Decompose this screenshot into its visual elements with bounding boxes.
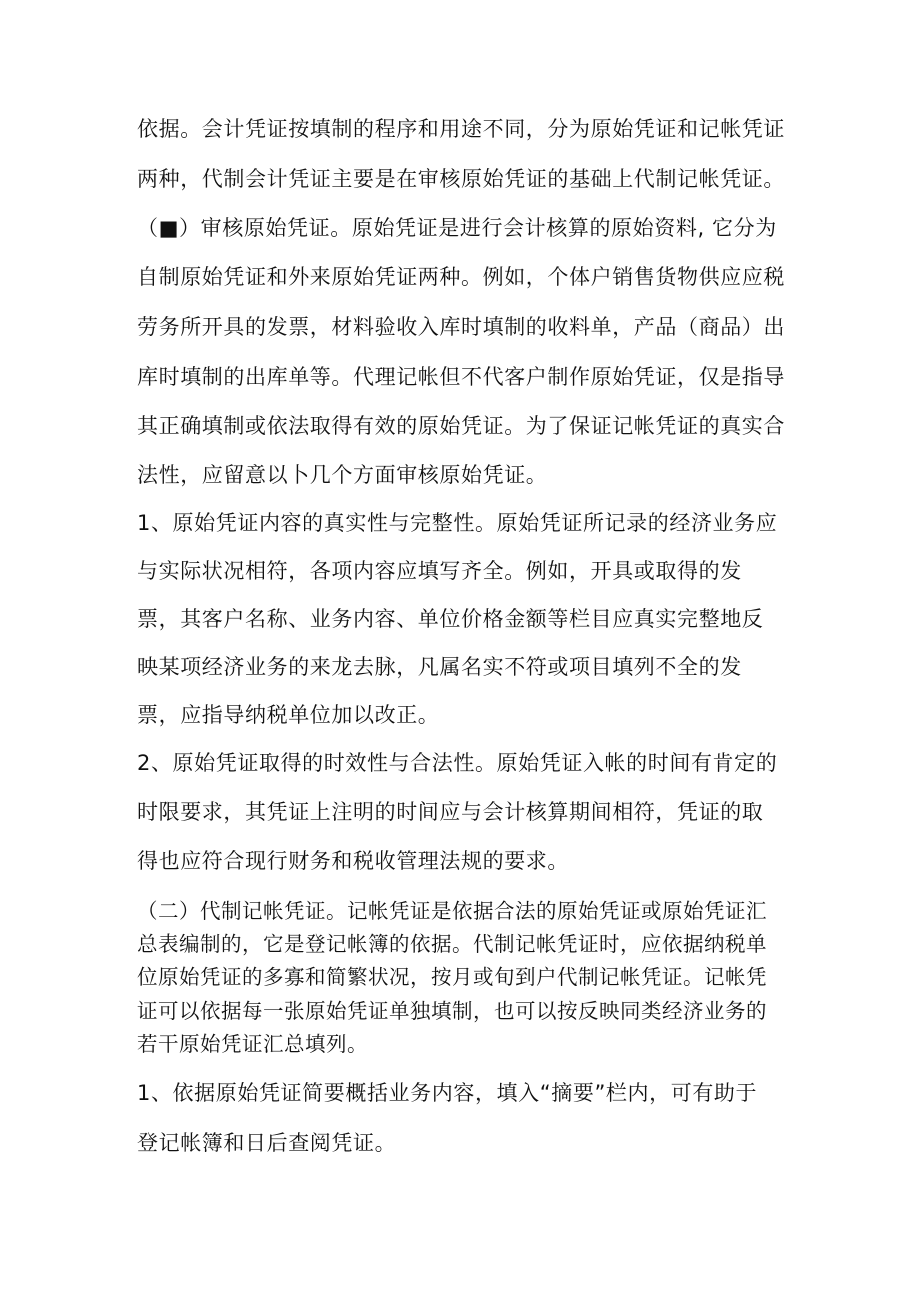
text-line: 1、原始凭证内容的真实性与完整性。原始凭证所记录的经济业务应 <box>137 511 778 535</box>
text-line: 时限要求，其凭证上注明的时间应与会计核算期间相符，凭证的取 <box>137 800 764 824</box>
text-line: 依据。会计凭证按填制的程序和用途不同，分为原始凭证和记帐凭证 <box>137 117 785 141</box>
text-line: 两种，代制会计凭证主要是在审核原始凭证的基础上代制记帐凭证。 <box>137 167 785 191</box>
text-line: 证可以依据每一张原始凭证单独填制，也可以按反映同类经济业务的 <box>137 999 767 1023</box>
text-line: 票，其客户名称、业务内容、单位价格金额等栏目应真实完整地反 <box>137 607 764 631</box>
text-line: 得也应符合现行财务和税收管理法规的要求。 <box>137 849 569 873</box>
text-line: 1、依据原始凭证简要概括业务内容，填入“摘要”栏内，可有助于 <box>137 1081 758 1105</box>
text-line: 登记帐簿和日后查阅凭证。 <box>137 1131 397 1155</box>
text-line: 劳务所开具的发票，材料验收入库时填制的收料单，产品（商品）出 <box>137 315 785 339</box>
text-line: 票，应指导纳税单位加以改正。 <box>137 703 440 727</box>
text-line: 自制原始凭证和外来原始凭证两种。例如，个体户销售货物供应应税 <box>137 265 785 289</box>
text-line: 2、原始凭证取得的时效性与合法性。原始凭证入帐的时间有肯定的 <box>137 751 778 775</box>
text-line: 位原始凭证的多寡和简繁状况，按月或旬到户代制记帐凭证。记帐凭 <box>137 965 767 989</box>
text-line: 映某项经济业务的来龙去脉，凡属名实不符或项目填列不全的发 <box>137 655 742 679</box>
text-line: （■）审核原始凭证。原始凭证是进行会计核算的原始资料, 它分为 <box>137 216 777 240</box>
text-line: 库时填制的出库单等。代理记帐但不代客户制作原始凭证，仅是指导 <box>137 365 785 389</box>
text-line: 若干原始凭证汇总填列。 <box>137 1032 368 1056</box>
text-line: 与实际状况相符，各项内容应填写齐全。例如，开具或取得的发 <box>137 559 742 583</box>
text-line: 总表编制的，它是登记帐簿的依据。代制记帐凭证时，应依据纳税单 <box>137 932 767 956</box>
text-line: 法性，应留意以卜几个方面审核原始凭证。 <box>137 463 548 487</box>
text-line: 其正确填制或依法取得有效的原始凭证。为了保证记帐凭证的真实合 <box>137 414 785 438</box>
text-line: （二）代制记帐凭证。记帐凭证是依据合法的原始凭证或原始凭证汇 <box>137 899 767 923</box>
